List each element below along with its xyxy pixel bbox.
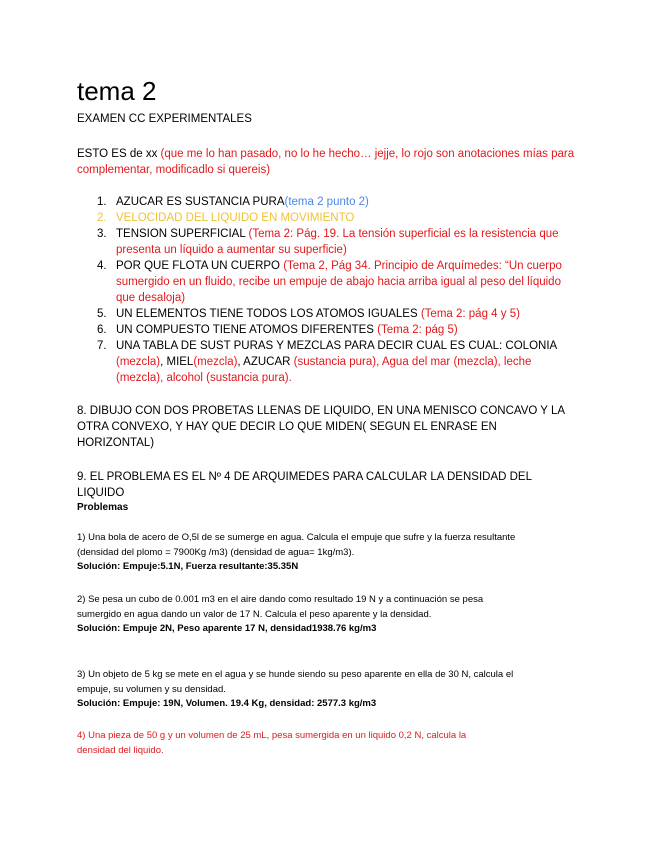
intro-note: (que me lo han pasado, no lo he hecho… jejje, lo rojo son anotaciones mías para complementar, modificadlo si quereis) xyxy=(77,148,575,176)
list-item xyxy=(97,226,567,258)
list-note: (tema 2 punto 2) xyxy=(284,196,369,208)
list-note: (Tema 2: Pág. 19. La tensión superficial es la resistencia que presenta un líquido a aumentar su superficie) xyxy=(116,228,559,256)
list-text: VELOCIDAD DEL LIQUIDO EN MOVIMIENTO xyxy=(116,212,355,224)
question-9: 9. EL PROBLEMA ES EL Nº 4 DE ARQUIMEDES PARA CALCULAR LA DENSIDAD DEL LIQUIDO xyxy=(77,471,532,499)
list-note: (sustancia pura), Agua del mar (mezcla), leche (mezcla), alcohol (sustancia pura). xyxy=(116,356,532,384)
problem-1 xyxy=(77,531,517,575)
list-item xyxy=(97,258,567,306)
problem-solution: Solución: Empuje 2N, Peso aparente 17 N, densidad1938.76 kg/m3 xyxy=(77,623,377,634)
list-text: , MIEL xyxy=(160,356,194,368)
list-item xyxy=(97,338,567,386)
problem-text: 4) Una pieza de 50 g y un volumen de 25 mL, pesa sumergida en un liquido 0,2 N, calcula la densidad del liquido. xyxy=(77,730,467,756)
list-number: 4. xyxy=(97,260,107,272)
problem-text: 2) Se pesa un cubo de 0.001 m3 en el aire dando como resultado 19 N y a continuación se pesa sumergido en agua dando un valor de 17 N. Calcula el peso aparente y la densidad. xyxy=(77,594,484,620)
list-item xyxy=(97,306,567,322)
list-number: 2. xyxy=(97,212,107,224)
list-text: UNA TABLA DE SUST PURAS Y MEZCLAS PARA DECIR CUAL ES CUAL: COLONIA xyxy=(116,340,557,352)
list-text: POR QUE FLOTA UN CUERPO xyxy=(116,260,284,272)
list-note: (mezcla) xyxy=(116,356,161,368)
problem-text: 1) Una bola de acero de O,5l de se sumerge en agua. Calcula el empuje que sufre y la fuerza resultante (densidad del plomo = 7900Kg /m3) (densidad de agua= 1kg/m3). xyxy=(77,532,516,558)
intro-paragraph xyxy=(77,146,577,178)
list-note: (Tema 2, Pág 34. Principio de Arquímedes: “Un cuerpo sumergido en un fluido, recibe un empuje de abajo hacia arriba igual al peso del líquido que desaloja) xyxy=(116,260,562,304)
list-item xyxy=(97,210,567,226)
list-number: 7. xyxy=(97,340,107,352)
list-number: 3. xyxy=(97,228,107,240)
problem-4 xyxy=(77,729,487,758)
list-text: , AZUCAR xyxy=(237,356,294,368)
list-number: 6. xyxy=(97,324,107,336)
exam-subtitle: EXAMEN CC EXPERIMENTALES xyxy=(77,113,252,125)
list-note: (mezcla) xyxy=(193,356,238,368)
problem-text: 3) Un objeto de 5 kg se mete en el agua y se hunde siendo su peso aparente en ella de 30 N, calcula el empuje, su volumen y su densidad. xyxy=(77,669,514,695)
problem-solution: Solución: Empuje: 19N, Volumen. 19.4 Kg, densidad: 2577.3 kg/m3 xyxy=(77,698,377,709)
problem-2 xyxy=(77,593,517,637)
question-list xyxy=(97,194,567,386)
problem-solution: Solución: Empuje:5.1N, Fuerza resultante:35.35N xyxy=(77,561,299,572)
list-text: TENSION SUPERFICIAL xyxy=(116,228,249,240)
list-note: (Tema 2: pág 4 y 5) xyxy=(420,308,520,320)
problems-heading: Problemas xyxy=(77,502,129,513)
intro-lead: ESTO ES de xx xyxy=(77,148,161,160)
list-text: UN ELEMENTOS TIENE TODOS LOS ATOMOS IGUALES xyxy=(116,308,421,320)
list-item xyxy=(97,322,567,338)
question-8: 8. DIBUJO CON DOS PROBETAS LLENAS DE LIQUIDO, EN UNA MENISCO CONCAVO Y LA OTRA CONVEXO, Y HAY QUE DECIR LO QUE MIDEN( SEGUN EL ENRASE EN HORIZONTAL) xyxy=(77,405,565,449)
problem-3 xyxy=(77,668,517,712)
list-item xyxy=(97,194,567,210)
list-text: AZUCAR ES SUSTANCIA PURA xyxy=(116,196,285,208)
list-number: 1. xyxy=(97,196,107,208)
document-title: tema 2 xyxy=(77,76,157,106)
list-number: 5. xyxy=(97,308,107,320)
list-note: (Tema 2: pág 5) xyxy=(377,324,458,336)
list-text: UN COMPUESTO TIENE ATOMOS DIFERENTES xyxy=(116,324,378,336)
